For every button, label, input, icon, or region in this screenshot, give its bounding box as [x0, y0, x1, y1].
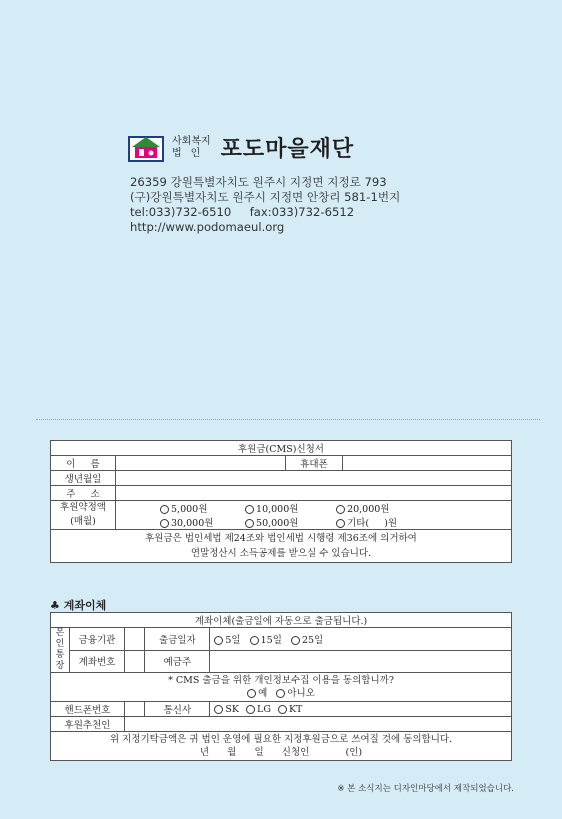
cut-line	[36, 419, 540, 420]
website-link[interactable]: http://www.podomaeul.org	[130, 220, 285, 234]
radio-icon	[160, 505, 169, 514]
amount-option[interactable]: 기타( )원	[336, 518, 397, 529]
phone-field[interactable]	[343, 456, 512, 471]
amount-label-line1: 후원약정액	[60, 502, 106, 513]
date-option-25[interactable]: 25일	[291, 635, 323, 646]
name-field[interactable]	[116, 456, 286, 471]
amount-option[interactable]: 50,000원	[245, 515, 333, 529]
agreement	[51, 732, 512, 761]
account-number-field[interactable]	[125, 650, 145, 673]
section-title: ♣ 계좌이체	[50, 599, 107, 612]
amount-option[interactable]: 20,000원	[336, 504, 389, 515]
amount-label-line2: (매월)	[70, 516, 96, 527]
radio-icon	[245, 519, 254, 528]
footer-note: ※ 본 소식지는 디자인마당에서 제작되었습니다.	[337, 784, 514, 794]
address-label: 주 소	[51, 486, 116, 501]
contact-line: tel:033)732-6510 fax:033)732-6512	[130, 205, 355, 219]
account-transfer-form	[50, 612, 512, 761]
org-type	[172, 136, 211, 160]
radio-icon	[291, 636, 300, 645]
birth-label: 생년월일	[51, 471, 116, 486]
radio-icon	[160, 519, 169, 528]
signature-line: 년 월 일 신청인 (인)	[199, 747, 363, 758]
radio-icon	[245, 505, 254, 514]
radio-icon	[336, 519, 345, 528]
consent-question: * CMS 출금을 위한 개인정보수집 이용을 동의합니까?	[168, 675, 394, 686]
bank-field[interactable]	[125, 628, 145, 651]
withdraw-date-options	[210, 628, 512, 651]
holder-field[interactable]	[210, 650, 512, 673]
birth-field[interactable]	[116, 471, 512, 486]
withdraw-date-label: 출금일자	[145, 628, 210, 651]
phone-label: 휴대폰	[286, 456, 343, 471]
form-title: 후원금(CMS)신청서	[51, 441, 512, 456]
holder-label: 예금주	[145, 650, 210, 673]
agreement-text: 위 지정기탁금액은 귀 법인 운영에 필요한 지정후원금으로 쓰여질 것에 동의합니다.	[109, 734, 453, 745]
account-number-label: 계좌번호	[70, 650, 125, 673]
radio-icon	[278, 705, 287, 714]
org-logo-icon	[128, 133, 164, 163]
address-block	[130, 175, 400, 235]
privacy-consent	[51, 673, 512, 702]
amount-option[interactable]: 30,000원	[160, 515, 242, 529]
radio-icon	[276, 689, 285, 698]
amount-option[interactable]: 5,000원	[160, 501, 242, 515]
carrier-options	[210, 702, 512, 717]
consent-no[interactable]: 아니오	[276, 688, 315, 699]
radio-icon	[214, 705, 223, 714]
amount-label	[51, 501, 116, 530]
carrier-lg[interactable]: LG	[246, 704, 271, 715]
cms-application-form	[50, 440, 512, 563]
radio-icon	[336, 505, 345, 514]
radio-icon	[246, 705, 255, 714]
carrier-kt[interactable]: KT	[278, 704, 302, 715]
org-header	[128, 132, 354, 163]
tax-notice-line1: 후원금은 법인세법 제24조와 법인세법 시행령 제36조에 의거하여	[145, 533, 417, 544]
amount-options-row1	[116, 501, 512, 516]
org-type-line2: 법인	[172, 147, 210, 159]
date-option-15[interactable]: 15일	[250, 635, 282, 646]
address-field[interactable]	[116, 486, 512, 501]
tax-notice	[51, 530, 512, 563]
carrier-sk[interactable]: SK	[214, 704, 239, 715]
consent-yes[interactable]: 예	[247, 688, 267, 699]
mobile-field[interactable]	[125, 702, 145, 717]
referrer-label: 후원추천인	[51, 717, 125, 732]
amount-options-row2	[116, 515, 512, 530]
referrer-field[interactable]	[125, 717, 512, 732]
address-line: 26359 강원특별자치도 원주시 지정면 지정로 793	[130, 175, 387, 189]
amount-option[interactable]: 10,000원	[245, 501, 333, 515]
bank-label: 금융기관	[70, 628, 125, 651]
transfer-title: 계좌이체(출금일에 자동으로 출금됩니다.)	[51, 613, 512, 628]
mobile-label: 핸드폰번호	[51, 702, 125, 717]
radio-icon	[214, 636, 223, 645]
address-line: (구)강원특별자치도 원주시 지정면 안창리 581-1번지	[130, 190, 401, 204]
date-option-5[interactable]: 5일	[214, 635, 240, 646]
carrier-label: 통신사	[145, 702, 210, 717]
org-name: 포도마을재단	[220, 137, 355, 162]
org-type-line1: 사회복지	[172, 135, 211, 147]
radio-icon	[250, 636, 259, 645]
name-label: 이 름	[51, 456, 116, 471]
radio-icon	[247, 689, 256, 698]
tax-notice-line2: 연말정산시 소득공제를 받으실 수 있습니다.	[190, 548, 372, 559]
own-account-label: 본인통장	[51, 628, 70, 673]
